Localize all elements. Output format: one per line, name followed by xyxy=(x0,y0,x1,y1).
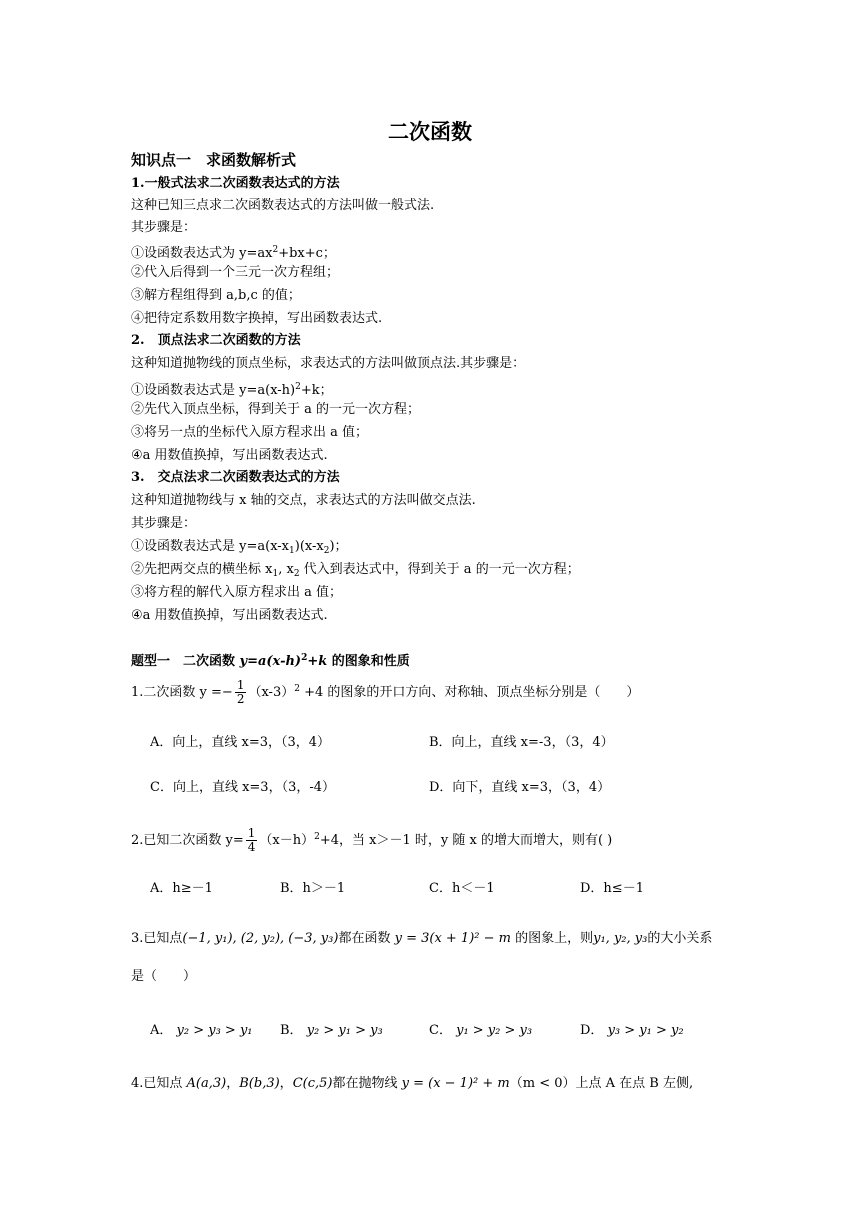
method3-step2: ②先把两交点的横坐标 $x_1$, $x_2$ 代入到表达式中，得到关于 a 的一元一次方程； xyxy=(131,562,580,579)
q1-option-a: A．向上，直线 x=3，（3，4） xyxy=(150,735,331,750)
q1-option-d: D．向下，直线 x=3，（3，4） xyxy=(429,780,611,795)
question-3-cont: 是（ ） xyxy=(131,969,197,984)
method3-steps-label: 其步骤是： xyxy=(131,516,197,531)
fraction-half: $\frac{1}{2}$ xyxy=(236,678,245,706)
q2-option-a: A．h≥－1 xyxy=(150,881,213,896)
method3-heading: 3. 交点法求二次函数表达式的方法 xyxy=(131,470,340,485)
method2-heading: 2. 顶点法求二次函数的方法 xyxy=(131,333,301,348)
q3-option-c: C． y₁ > y₂ > y₃ xyxy=(429,1023,533,1038)
method1-steps-label: 其步骤是： xyxy=(131,220,197,235)
section-heading: 知识点一 求函数解析式 xyxy=(131,151,297,169)
type1-heading: 题型一 二次函数 $y=a(x-h)^2+k$ 的图象和性质 xyxy=(131,653,410,669)
method1-step2: ②代入后得到一个三元一次方程组； xyxy=(131,265,340,280)
method2-step4: ④a 用数值换掉，写出函数表达式. xyxy=(131,448,328,463)
method3-intro: 这种知道抛物线与 x 轴的交点，求表达式的方法叫做交点法. xyxy=(131,493,476,508)
method1-heading: 1.一般式法求二次函数表达式的方法 xyxy=(131,176,340,191)
method1-step1: ①设函数表达式为 $y=ax^2+bx+c$； xyxy=(131,245,336,261)
method2-step2: ②先代入顶点坐标，得到关于 a 的一元一次方程； xyxy=(131,402,421,417)
question-1: 1.二次函数 y =− $\frac{1}{2}$ $(x-3)^2 +4$ 的图象的开口方向、对称轴、顶点坐标分别是（ ） xyxy=(131,678,640,706)
question-4: 4.已知点 A(a,3)，B(b,3)，C(c,5)都在抛物线 y = (x − 1)² + m（m < 0）上点 A 在点 B 左侧, xyxy=(131,1076,694,1091)
method3-step4: ④a 用数值换掉，写出函数表达式. xyxy=(131,608,328,623)
page-title: 二次函数 xyxy=(388,119,472,144)
question-2: 2.已知二次函数 y= $\frac{1}{4}$ $(x-h)^2+4$，当 x＞－1 时，y 随 x 的增大而增大，则有( ) xyxy=(131,826,613,854)
method1-step3: ③解方程组得到 a,b,c 的值； xyxy=(131,288,301,303)
q2-option-b: B．h＞－1 xyxy=(280,881,346,896)
q3-option-a: A． y₂ > y₃ > y₁ xyxy=(150,1023,253,1038)
fraction-quarter: $\frac{1}{4}$ xyxy=(247,826,256,854)
method3-step1: ①设函数表达式是 $y=a(x-x_1)(x-x_2)$； xyxy=(131,539,348,556)
q2-option-c: C．h＜－1 xyxy=(429,881,495,896)
method1-intro: 这种已知三点求二次函数表达式的方法叫做一般式法. xyxy=(131,198,435,213)
q1-option-c: C．向上，直线 x=3，（3，-4） xyxy=(150,780,336,795)
q3-option-b: B． y₂ > y₁ > y₃ xyxy=(280,1023,383,1038)
method2-intro: 这种知道抛物线的顶点坐标，求表达式的方法叫做顶点法.其步骤是： xyxy=(131,356,526,371)
method2-step1: ①设函数表达式是 $y=a(x-h)^2+k$； xyxy=(131,382,333,398)
q1-option-b: B．向上，直线 x=-3，（3，4） xyxy=(429,735,614,750)
method1-step4: ④把待定系数用数字换掉，写出函数表达式. xyxy=(131,311,383,326)
q3-option-d: D． y₃ > y₁ > y₂ xyxy=(580,1023,684,1038)
method3-step3: ③将方程的解代入原方程求出 a 值； xyxy=(131,585,343,600)
method2-step3: ③将另一点的坐标代入原方程求出 a 值； xyxy=(131,425,369,440)
question-3: 3.已知点(−1, y₁), (2, y₂), (−3, y₃)都在函数 y = 3(x + 1)² − m 的图象上，则y₁, y₂, y₃的大小关系 xyxy=(131,931,713,946)
q2-option-d: D．h≤－1 xyxy=(580,881,644,896)
